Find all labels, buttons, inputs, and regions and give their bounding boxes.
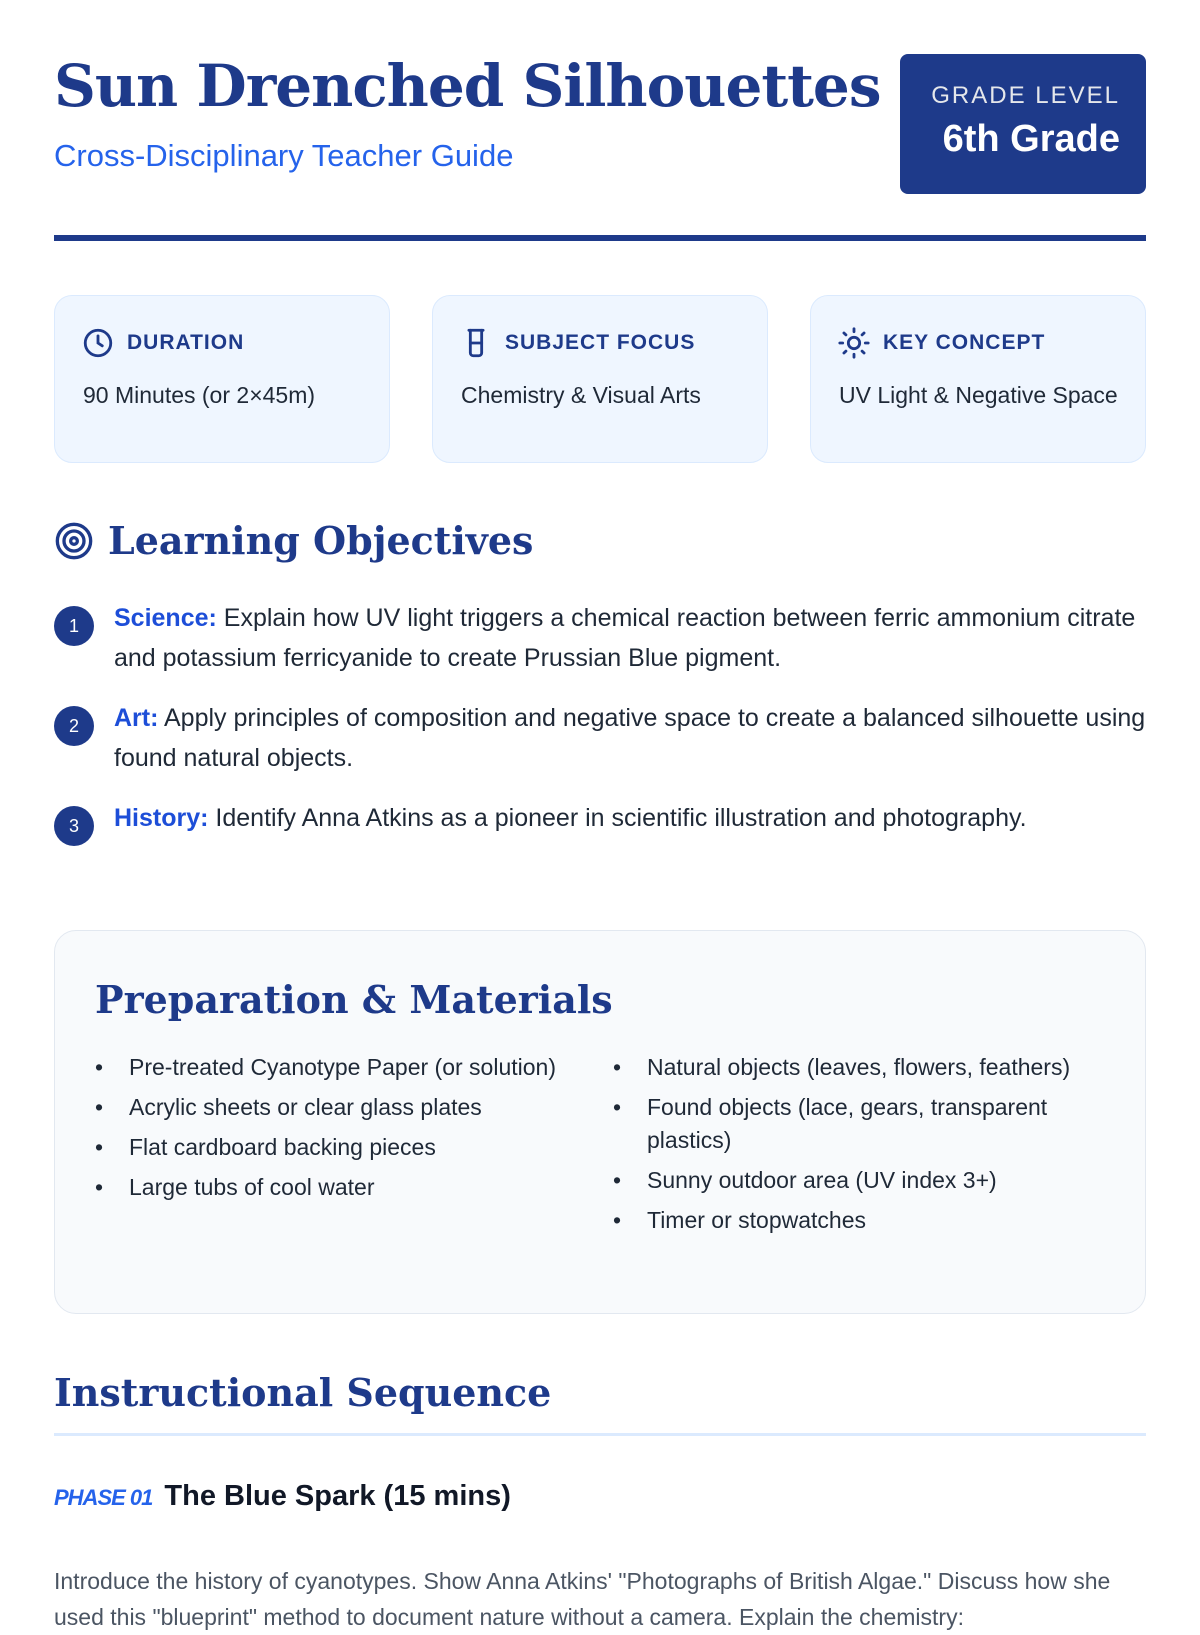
page-title: Sun Drenched Silhouettes: [54, 52, 881, 120]
subject-focus-label: SUBJECT FOCUS: [505, 331, 696, 354]
objective-text: Explain how UV light triggers a chemical reaction between ferric ammonium citrate and potassium ferricyanide to create Prussian Blue pigment.: [114, 604, 1136, 672]
objectives-heading: [54, 518, 533, 563]
objective-subject: Science:: [114, 604, 217, 632]
materials-title: Preparation & Materials: [95, 977, 613, 1022]
phase-heading: [54, 1480, 511, 1513]
grade-level-badge: [900, 54, 1146, 194]
material-item: • Sunny outdoor area (UV index 3+): [613, 1164, 1083, 1197]
sequence-title: Instructional Sequence: [54, 1370, 552, 1415]
duration-card: [54, 295, 390, 463]
phase-description: Introduce the history of cyanotypes. Show Anna Atkins' "Photographs of British Algae." Discuss how she used this "blueprint" method to document nature without a camera. Explain the chemistry:: [54, 1568, 1111, 1630]
objective-item: [54, 598, 1146, 678]
material-item: • Natural objects (leaves, flowers, feathers): [613, 1051, 1083, 1084]
material-item: • Flat cardboard backing pieces: [95, 1131, 565, 1164]
material-item: • Found objects (lace, gears, transparent plastics): [613, 1091, 1083, 1157]
material-item: • Timer or stopwatches: [613, 1204, 1083, 1237]
objective-subject: Art:: [114, 704, 159, 732]
phase-title: The Blue Spark (15 mins): [164, 1480, 511, 1512]
header-divider: [54, 235, 1146, 241]
grade-level-value: 6th Grade: [942, 118, 1120, 160]
target-icon: [54, 521, 94, 561]
key-concept-value: UV Light & Negative Space: [839, 382, 1118, 408]
key-concept-card: [810, 295, 1146, 463]
subject-focus-value: Chemistry & Visual Arts: [461, 382, 701, 408]
key-concept-label: KEY CONCEPT: [883, 331, 1046, 354]
beaker-icon: [459, 326, 493, 360]
material-item: • Pre-treated Cyanotype Paper (or solution): [95, 1051, 565, 1084]
objective-item: [54, 698, 1146, 778]
sun-icon: [837, 326, 871, 360]
objective-number: 1: [54, 606, 94, 646]
materials-list-right: [613, 1051, 1083, 1244]
objective-number: 3: [54, 806, 94, 846]
materials-panel: [54, 930, 1146, 1314]
objective-item: [54, 798, 1146, 838]
objectives-title: Learning Objectives: [108, 518, 534, 563]
materials-list-left: [95, 1051, 565, 1211]
grade-level-label: GRADE LEVEL: [931, 82, 1120, 109]
objective-number: 2: [54, 706, 94, 746]
phase-tag: PHASE 01: [54, 1485, 153, 1510]
objective-text: Apply principles of composition and negative space to create a balanced silhouette using found natural objects.: [114, 704, 1146, 772]
objective-text: Identify Anna Atkins as a pioneer in scientific illustration and photography.: [208, 804, 1027, 832]
duration-value: 90 Minutes (or 2×45m): [83, 382, 316, 408]
objective-subject: History:: [114, 804, 209, 832]
page-subtitle: Cross-Disciplinary Teacher Guide: [54, 138, 514, 173]
clock-icon: [81, 326, 115, 360]
sequence-divider: [54, 1433, 1146, 1436]
subject-focus-card: [432, 295, 768, 463]
objectives-list: [54, 598, 1146, 858]
info-cards: [54, 295, 1146, 465]
material-item: • Acrylic sheets or clear glass plates: [95, 1091, 565, 1124]
duration-label: DURATION: [127, 331, 245, 354]
page-header: [54, 0, 1146, 240]
material-item: • Large tubs of cool water: [95, 1171, 565, 1204]
